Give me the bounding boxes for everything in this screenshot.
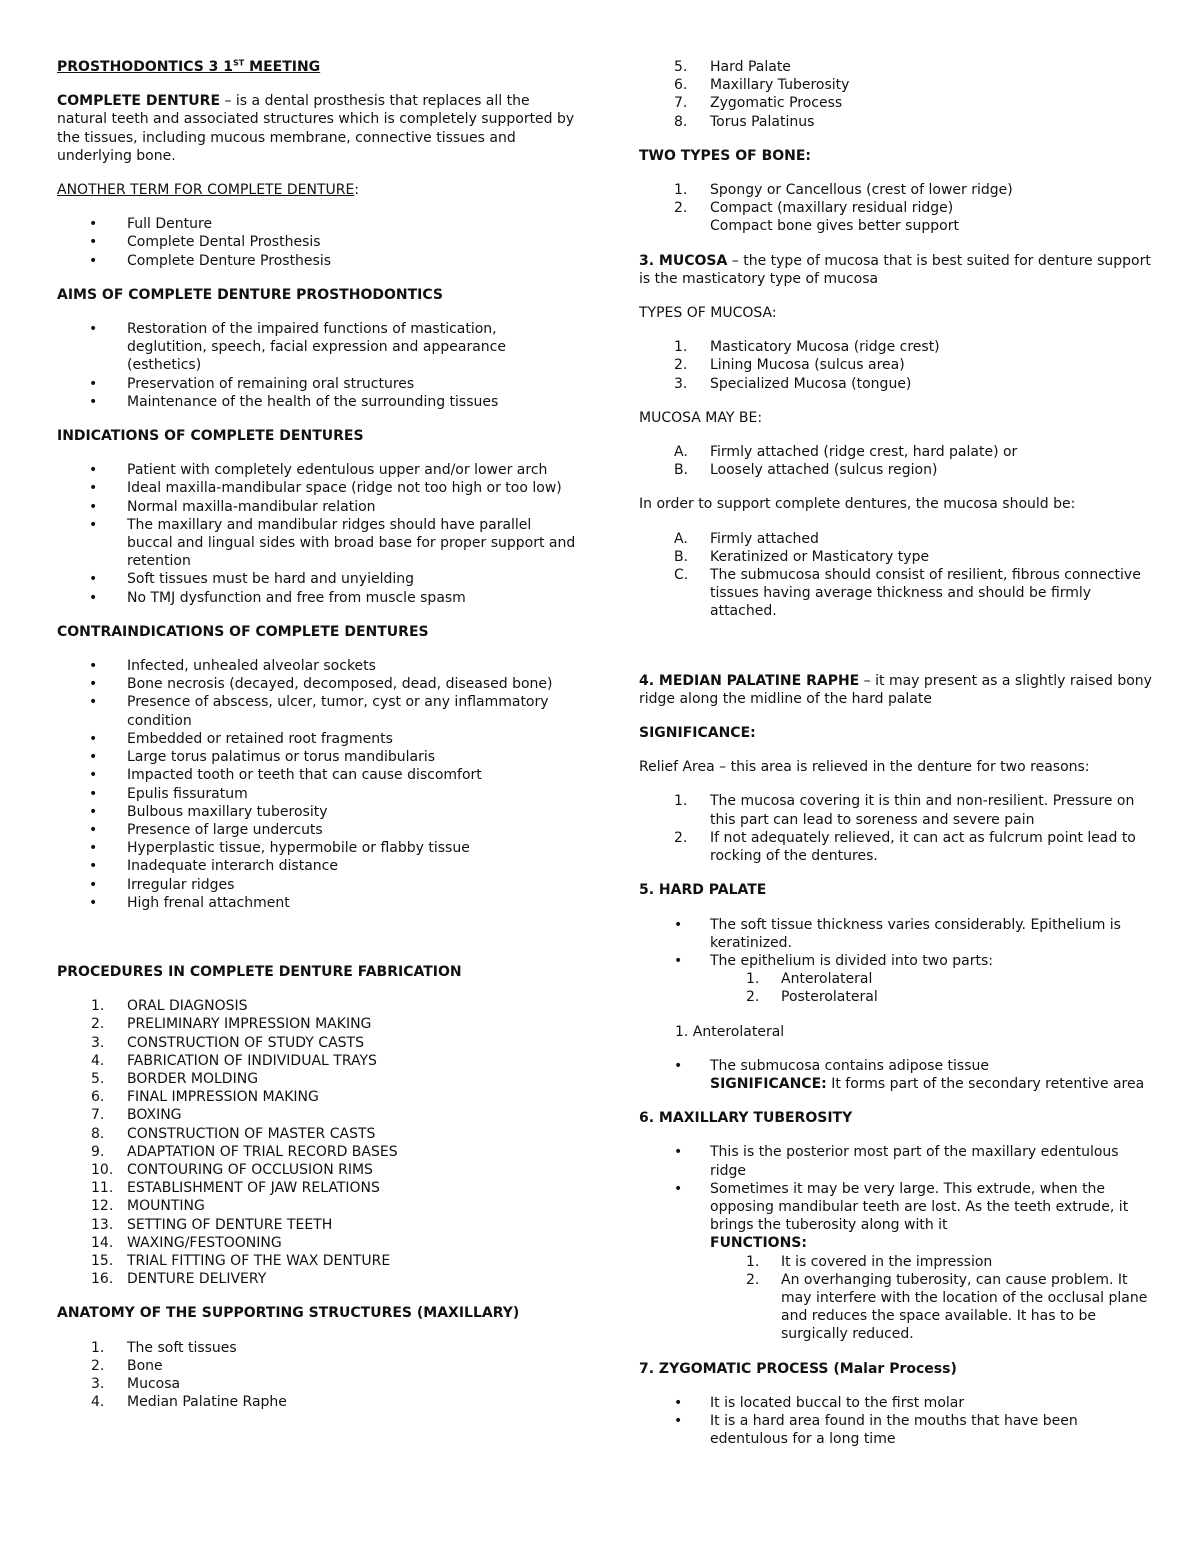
bone-types-list — [639, 181, 1159, 217]
right-column — [639, 58, 1159, 1448]
list-item: 2. Posterolateral — [746, 989, 878, 1006]
list-item: • The epithelium is divided into two parts: 1. Anterolateral 2. Posterolateral — [639, 952, 1159, 1007]
list-item: A. Firmly attached (ridge crest, hard palate) or — [674, 444, 1018, 461]
zygomatic-heading: 7. ZYGOMATIC PROCESS (Malar Process) — [639, 1360, 957, 1377]
support-text: In order to support complete dentures, the mucosa should be: — [639, 496, 1076, 513]
list-item: 2. Compact (maxillary residual ridge) — [674, 200, 954, 217]
support-list — [639, 530, 1159, 621]
list-item: • Epulis fissuratum — [57, 785, 577, 803]
list-item: 4. FABRICATION OF INDIVIDUAL TRAYS — [91, 1052, 377, 1069]
list-item: 11. ESTABLISHMENT OF JAW RELATIONS — [91, 1180, 380, 1197]
list-item: 1. The soft tissues — [91, 1339, 237, 1356]
list-item: 2. An overhanging tuberosity, can cause problem. It may interfere with the location of the occlusal plane and reduces the space available. It has to be surgically reduced. — [746, 1271, 1148, 1343]
list-item: • The submucosa contains adipose tissue SIGNIFICANCE: It forms part of the secondary retentive area — [639, 1057, 1159, 1093]
anterolateral-line: 1. Anterolateral — [675, 1023, 785, 1040]
bone-types-heading: TWO TYPES OF BONE: — [639, 147, 812, 164]
list-item: • Normal maxilla-mandibular relation — [57, 498, 577, 516]
mucosa-definition: 3. MUCOSA – the type of mucosa that is best suited for denture support is the masticatory type of mucosa — [639, 252, 1151, 287]
list-item: • Full Denture — [57, 215, 577, 233]
list-item: 8. CONSTRUCTION OF MASTER CASTS — [91, 1125, 376, 1142]
list-item: 9. ADAPTATION OF TRIAL RECORD BASES — [91, 1143, 398, 1160]
anterolateral-list — [639, 1057, 1159, 1093]
mucosa-may-be-heading: MUCOSA MAY BE: — [639, 409, 763, 426]
aims-list — [57, 320, 577, 411]
list-item: • This is the posterior most part of the maxillary edentulous ridge — [639, 1143, 1159, 1179]
list-item: 8. Torus Palatinus — [674, 113, 815, 130]
list-item: 2. If not adequately relieved, it can act as fulcrum point lead to rocking of the dentures. — [674, 829, 1136, 865]
list-item: • The soft tissue thickness varies considerably. Epithelium is keratinized. — [639, 916, 1159, 952]
tuberosity-list — [639, 1143, 1159, 1343]
list-item: • It is a hard area found in the mouths that have been edentulous for a long time — [639, 1412, 1159, 1448]
list-item: 2. Bone — [91, 1357, 163, 1374]
list-item: • Sometimes it may be very large. This extrude, when the opposing mandibular teeth are lost. As the teeth extrude, it brings the tuberosity along with it FUNCTIONS: 1. It is covered in the impression 2. An overhanging tuberosity, can cause problem. It may interfere with the location of the occlusal plane and reduces the space available. It has to be surgically reduced. — [639, 1180, 1159, 1344]
another-term-list — [57, 215, 577, 270]
page-title: PROSTHODONTICS 3 1ST MEETING — [57, 58, 321, 75]
list-item: 2. PRELIMINARY IMPRESSION MAKING — [91, 1016, 372, 1033]
raphe-definition: 4. MEDIAN PALATINE RAPHE – it may present as a slightly raised bony ridge along the midline of the hard palate — [639, 672, 1152, 707]
aims-heading: AIMS OF COMPLETE DENTURE PROSTHODONTICS — [57, 286, 443, 303]
bone-note: Compact bone gives better support — [710, 218, 959, 235]
list-item: 10. CONTOURING OF OCCLUSION RIMS — [91, 1161, 373, 1178]
list-item: • Patient with completely edentulous upper and/or lower arch — [57, 461, 577, 479]
list-item: • Hyperplastic tissue, hypermobile or flabby tissue — [57, 839, 577, 857]
list-item: 3. Mucosa — [91, 1375, 181, 1392]
mucosa-types-list — [639, 338, 1159, 393]
list-item: B. Keratinized or Masticatory type — [674, 548, 930, 565]
contraindications-heading: CONTRAINDICATIONS OF COMPLETE DENTURES — [57, 623, 429, 640]
list-item: • Maintenance of the health of the surrounding tissues — [57, 393, 577, 411]
contraindications-list — [57, 657, 577, 912]
list-item: • Large torus palatimus or torus mandibularis — [57, 748, 577, 766]
list-item: • Infected, unhealed alveolar sockets — [57, 657, 577, 675]
list-item: 5. Hard Palate — [674, 59, 791, 75]
list-item: • Presence of abscess, ulcer, tumor, cyst or any inflammatory condition — [57, 693, 577, 729]
list-item: • Embedded or retained root fragments — [57, 730, 577, 748]
list-item: 14. WAXING/FESTOONING — [91, 1234, 282, 1251]
list-item: • Bone necrosis (decayed, decomposed, dead, diseased bone) — [57, 675, 577, 693]
list-item: A. Firmly attached — [674, 530, 819, 547]
list-item: • Bulbous maxillary tuberosity — [57, 803, 577, 821]
list-item: • Irregular ridges — [57, 876, 577, 894]
left-column — [57, 58, 577, 1411]
list-item: 2. Lining Mucosa (sulcus area) — [674, 357, 905, 374]
list-item: 1. Spongy or Cancellous (crest of lower ridge) — [674, 182, 1013, 199]
list-item: 1. ORAL DIAGNOSIS — [91, 998, 248, 1015]
list-item: 4. Median Palatine Raphe — [91, 1394, 287, 1411]
anatomy-list — [57, 1339, 577, 1412]
hard-palate-list — [639, 916, 1159, 1007]
list-item: 7. BOXING — [91, 1107, 182, 1124]
list-item: • High frenal attachment — [57, 894, 577, 912]
list-item: • Complete Denture Prosthesis — [57, 252, 577, 270]
procedures-list — [57, 997, 577, 1288]
list-item: • Impacted tooth or teeth that can cause discomfort — [57, 766, 577, 784]
list-item: 6. FINAL IMPRESSION MAKING — [91, 1089, 319, 1106]
hard-palate-sublist — [710, 970, 1159, 1006]
list-item: 12. MOUNTING — [91, 1198, 205, 1215]
list-item: 1. Masticatory Mucosa (ridge crest) — [674, 339, 940, 356]
list-item: 15. TRIAL FITTING OF THE WAX DENTURE — [91, 1252, 391, 1269]
mucosa-may-be-list — [639, 443, 1159, 479]
list-item: 5. BORDER MOLDING — [91, 1070, 259, 1087]
list-item: • Inadequate interarch distance — [57, 857, 577, 875]
list-item: 1. It is covered in the impression — [746, 1253, 993, 1270]
anatomy-heading: ANATOMY OF THE SUPPORTING STRUCTURES (MAXILLARY) — [57, 1305, 520, 1322]
list-item: • Complete Dental Prosthesis — [57, 233, 577, 251]
indications-list — [57, 461, 577, 607]
zygomatic-list — [639, 1394, 1159, 1449]
hard-palate-heading: 5. HARD PALATE — [639, 882, 767, 899]
procedures-heading: PROCEDURES IN COMPLETE DENTURE FABRICATION — [57, 963, 462, 980]
list-item: • No TMJ dysfunction and free from muscle spasm — [57, 589, 577, 607]
list-item: • Restoration of the impaired functions of mastication, deglutition, speech, facial expression and appearance (esthetics) — [57, 320, 577, 375]
indications-heading: INDICATIONS OF COMPLETE DENTURES — [57, 428, 364, 445]
list-item: 3. CONSTRUCTION OF STUDY CASTS — [91, 1034, 364, 1051]
list-item: 13. SETTING OF DENTURE TEETH — [91, 1216, 333, 1233]
list-item: • It is located buccal to the first molar — [639, 1394, 1159, 1412]
list-item: C. The submucosa should consist of resilient, fibrous connective tissues having average thickness and should be firmly attached. — [674, 567, 1141, 620]
list-item: 7. Zygomatic Process — [674, 95, 843, 112]
relief-list — [639, 792, 1159, 865]
list-item: • Preservation of remaining oral structures — [57, 375, 577, 393]
list-item: 16. DENTURE DELIVERY — [91, 1271, 267, 1288]
tuberosity-heading: 6. MAXILLARY TUBEROSITY — [639, 1110, 853, 1127]
list-item: • Presence of large undercuts — [57, 821, 577, 839]
anatomy-list-continued — [639, 58, 1159, 131]
list-item: 6. Maxillary Tuberosity — [674, 77, 850, 94]
tuberosity-functions-list — [710, 1253, 1159, 1344]
list-item: 1. Anterolateral — [746, 971, 873, 988]
complete-denture-definition: COMPLETE DENTURE – is a dental prosthesis that replaces all the natural teeth and associated structures which is completely supported by the tissues, including mucous membrane, connective tissues and underlying bone. — [57, 93, 575, 164]
another-term-heading: ANOTHER TERM FOR COMPLETE DENTURE: — [57, 182, 360, 199]
mucosa-types-heading: TYPES OF MUCOSA: — [639, 305, 777, 322]
list-item: B. Loosely attached (sulcus region) — [674, 462, 938, 479]
list-item: • The maxillary and mandibular ridges should have parallel buccal and lingual sides with broad base for proper support and retention — [57, 516, 577, 571]
list-item: 3. Specialized Mucosa (tongue) — [674, 375, 912, 392]
list-item: 1. The mucosa covering it is thin and non-resilient. Pressure on this part can lead to soreness and severe pain — [674, 793, 1135, 828]
list-item: • Ideal maxilla-mandibular space (ridge not too high or too low) — [57, 479, 577, 497]
list-item: • Soft tissues must be hard and unyielding — [57, 570, 577, 588]
relief-text: Relief Area – this area is relieved in the denture for two reasons: — [639, 759, 1090, 776]
significance-heading: SIGNIFICANCE: — [639, 725, 756, 742]
